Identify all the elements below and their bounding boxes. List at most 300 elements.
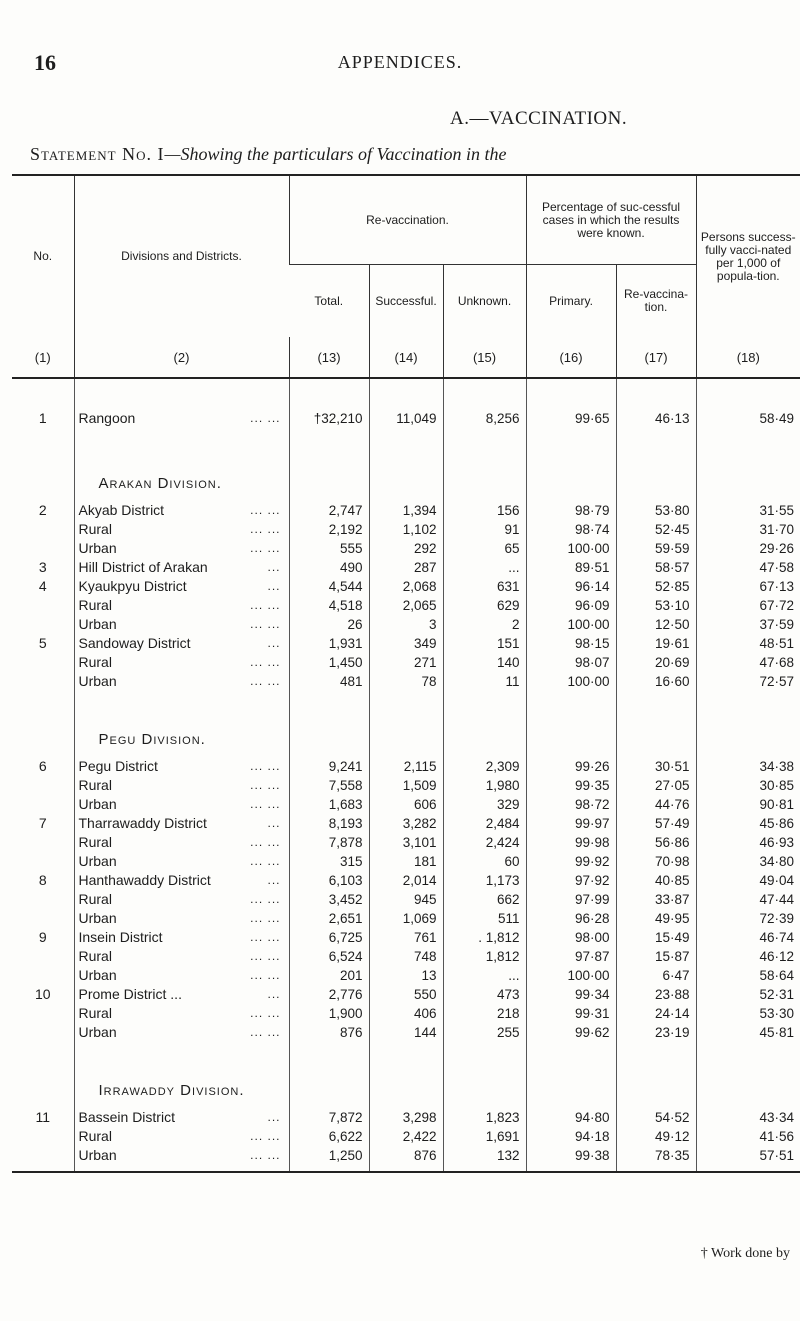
cell-persons: 43·34	[696, 1108, 800, 1127]
district-name-cell	[74, 1108, 289, 1127]
district-name: Tharrawaddy District	[78, 815, 207, 831]
cell-primary: 99·38	[526, 1146, 616, 1165]
cell-revacc: 44·76	[616, 795, 696, 814]
cell-revacc: 52·85	[616, 577, 696, 596]
district-name: Bassein District	[78, 1109, 175, 1125]
table-row	[12, 615, 800, 634]
table-row	[12, 401, 800, 435]
cell-successful: 1,509	[369, 776, 443, 795]
cell-total: 26	[289, 615, 369, 634]
empty-cell	[369, 1042, 443, 1108]
cell-persons: 52·31	[696, 985, 800, 1004]
cell-unknown: 662	[443, 890, 526, 909]
column-number: (2)	[74, 337, 289, 378]
district-name-cell	[74, 852, 289, 871]
cell-successful: 2,115	[369, 757, 443, 776]
cell-persons: 58·49	[696, 401, 800, 435]
cell-total: 201	[289, 966, 369, 985]
cell-revacc: 23·19	[616, 1023, 696, 1042]
row-number	[12, 653, 74, 672]
spacer-row	[12, 378, 800, 401]
empty-cell	[616, 435, 696, 501]
cell-persons: 31·55	[696, 501, 800, 520]
cell-revacc: 54·52	[616, 1108, 696, 1127]
leader-dots: ... ...	[250, 911, 281, 925]
row-number: 6	[38, 758, 47, 774]
cell-total: 6,622	[289, 1127, 369, 1146]
cell-unknown: 218	[443, 1004, 526, 1023]
district-name-cell	[74, 947, 289, 966]
cell-revacc: 46·13	[616, 401, 696, 435]
cell-unknown: 132	[443, 1146, 526, 1165]
cell-successful: 945	[369, 890, 443, 909]
cell-total: 876	[289, 1023, 369, 1042]
row-number: 8	[38, 872, 47, 888]
spacer-row	[12, 1165, 800, 1172]
row-number	[12, 539, 74, 558]
empty-cell	[74, 1165, 289, 1172]
leader-dots: ... ...	[250, 1006, 281, 1020]
empty-cell	[616, 1042, 696, 1108]
row-number	[12, 795, 74, 814]
leader-dots: ...	[267, 636, 281, 650]
table-row	[12, 852, 800, 871]
table-row	[12, 1004, 800, 1023]
cell-total: 2,192	[289, 520, 369, 539]
cell-unknown: 2,484	[443, 814, 526, 833]
district-name: Urban	[78, 796, 117, 812]
row-number	[12, 615, 74, 634]
cell-successful: 550	[369, 985, 443, 1004]
division-heading: Irrawaddy Division.	[74, 1042, 289, 1108]
empty-cell	[12, 378, 74, 401]
district-name: Insein District	[78, 929, 163, 945]
cell-total: 7,872	[289, 1108, 369, 1127]
cell-total: 6,103	[289, 871, 369, 890]
cell-revacc: 6·47	[616, 966, 696, 985]
cell-unknown: 2	[443, 615, 526, 634]
cell-unknown: 91	[443, 520, 526, 539]
cell-successful: 11,049	[369, 401, 443, 435]
cell-revacc: 12·50	[616, 615, 696, 634]
table-row	[12, 985, 800, 1004]
cell-persons: 58·64	[696, 966, 800, 985]
cell-revacc: 40·85	[616, 871, 696, 890]
cell-revacc: 59·59	[616, 539, 696, 558]
table-row	[12, 577, 800, 596]
cell-revacc: 49·12	[616, 1127, 696, 1146]
cell-revacc: 23·88	[616, 985, 696, 1004]
cell-revacc: 24·14	[616, 1004, 696, 1023]
cell-total: 481	[289, 672, 369, 691]
cell-revacc: 33·87	[616, 890, 696, 909]
district-name-cell	[74, 814, 289, 833]
district-name: Rural	[78, 597, 112, 613]
empty-cell	[12, 1165, 74, 1172]
cell-persons: 72·57	[696, 672, 800, 691]
division-heading-row	[12, 1042, 800, 1108]
empty-cell	[289, 378, 369, 401]
district-name: Kyaukpyu District	[78, 578, 187, 594]
row-number	[12, 520, 74, 539]
cell-persons: 34·38	[696, 757, 800, 776]
cell-successful: 1,394	[369, 501, 443, 520]
cell-revacc: 53·80	[616, 501, 696, 520]
leader-dots: ... ...	[250, 759, 281, 773]
column-number: (1)	[12, 337, 74, 378]
table-row	[12, 776, 800, 795]
cell-successful: 406	[369, 1004, 443, 1023]
division-heading: Arakan Division.	[74, 435, 289, 501]
district-name: Pegu District	[78, 758, 158, 774]
row-number	[12, 1004, 74, 1023]
table-row	[12, 909, 800, 928]
cell-persons: 48·51	[696, 634, 800, 653]
cell-persons: 90·81	[696, 795, 800, 814]
leader-dots: ...	[267, 1110, 281, 1124]
cell-successful: 13	[369, 966, 443, 985]
cell-revacc: 52·45	[616, 520, 696, 539]
cell-unknown: 1,980	[443, 776, 526, 795]
district-name-cell	[74, 1023, 289, 1042]
empty-cell	[696, 435, 800, 501]
district-name: Rural	[78, 948, 112, 964]
district-name: Rural	[78, 777, 112, 793]
row-number	[12, 672, 74, 691]
leader-dots: ... ...	[250, 1148, 281, 1162]
table-row	[12, 501, 800, 520]
empty-cell	[526, 1042, 616, 1108]
cell-total: 3,452	[289, 890, 369, 909]
empty-cell	[369, 435, 443, 501]
table-row	[12, 672, 800, 691]
leader-dots: ...	[267, 873, 281, 887]
cell-primary: 97·99	[526, 890, 616, 909]
cell-primary: 98·74	[526, 520, 616, 539]
row-number	[12, 776, 74, 795]
cell-primary: 98·00	[526, 928, 616, 947]
row-number: 2	[38, 502, 47, 518]
district-name-cell	[74, 871, 289, 890]
cell-primary: 98·72	[526, 795, 616, 814]
column-number: (18)	[696, 337, 800, 378]
leader-dots: ... ...	[250, 930, 281, 944]
header-unknown: Unknown.	[443, 265, 526, 338]
district-name: Urban	[78, 910, 117, 926]
cell-primary: 99·34	[526, 985, 616, 1004]
district-name-cell	[74, 795, 289, 814]
cell-successful: 2,422	[369, 1127, 443, 1146]
empty-cell	[616, 691, 696, 757]
cell-primary: 99·31	[526, 1004, 616, 1023]
column-number: (15)	[443, 337, 526, 378]
cell-primary: 98·15	[526, 634, 616, 653]
cell-persons: 34·80	[696, 852, 800, 871]
statement-label: Statement No. I	[30, 144, 165, 164]
district-name-cell	[74, 520, 289, 539]
row-number: 4	[38, 578, 47, 594]
column-number: (16)	[526, 337, 616, 378]
cell-revacc: 27·05	[616, 776, 696, 795]
cell-primary: 96·09	[526, 596, 616, 615]
cell-successful: 2,065	[369, 596, 443, 615]
district-name: Rural	[78, 1128, 112, 1144]
column-number: (14)	[369, 337, 443, 378]
cell-successful: 181	[369, 852, 443, 871]
cell-unknown: 473	[443, 985, 526, 1004]
leader-dots: ... ...	[250, 655, 281, 669]
empty-cell	[616, 1165, 696, 1172]
leader-dots: ...	[267, 816, 281, 830]
cell-successful: 2,068	[369, 577, 443, 596]
cell-primary: 99·65	[526, 401, 616, 435]
leader-dots: ...	[267, 560, 281, 574]
cell-persons: 47·68	[696, 653, 800, 672]
cell-total: 1,931	[289, 634, 369, 653]
table-row	[12, 833, 800, 852]
cell-unknown: 11	[443, 672, 526, 691]
cell-total: 1,250	[289, 1146, 369, 1165]
cell-total: 9,241	[289, 757, 369, 776]
cell-revacc: 30·51	[616, 757, 696, 776]
district-name: Urban	[78, 1024, 117, 1040]
empty-cell	[443, 378, 526, 401]
cell-persons: 29·26	[696, 539, 800, 558]
header-persons: Persons success-fully vacci-nated per 1,000 of popula-tion.	[696, 175, 800, 337]
table-row	[12, 634, 800, 653]
division-heading: Pegu Division.	[74, 691, 289, 757]
empty-cell	[289, 1042, 369, 1108]
district-name-cell	[74, 757, 289, 776]
cell-unknown: 2,309	[443, 757, 526, 776]
cell-successful: 144	[369, 1023, 443, 1042]
leader-dots: ...	[267, 987, 281, 1001]
table-row	[12, 558, 800, 577]
row-number: 1	[38, 409, 47, 426]
cell-revacc: 20·69	[616, 653, 696, 672]
header-total: Total.	[289, 265, 369, 338]
table-row	[12, 814, 800, 833]
district-name: Urban	[78, 673, 117, 689]
empty-cell	[12, 691, 74, 757]
empty-cell	[289, 691, 369, 757]
row-number: 10	[34, 986, 51, 1002]
leader-dots: ... ...	[250, 968, 281, 982]
table-row	[12, 653, 800, 672]
district-name-cell	[74, 615, 289, 634]
cell-primary: 100·00	[526, 539, 616, 558]
cell-primary: 99·62	[526, 1023, 616, 1042]
district-name: Rural	[78, 521, 112, 537]
cell-total: 2,776	[289, 985, 369, 1004]
leader-dots: ... ...	[250, 949, 281, 963]
empty-cell	[369, 691, 443, 757]
leader-dots: ... ...	[250, 797, 281, 811]
cell-unknown: 156	[443, 501, 526, 520]
leader-dots: ... ...	[250, 1129, 281, 1143]
division-heading-row	[12, 435, 800, 501]
row-number	[12, 966, 74, 985]
cell-total: 2,651	[289, 909, 369, 928]
footnote: † Work done by	[700, 1246, 790, 1261]
empty-cell	[443, 435, 526, 501]
cell-revacc: 16·60	[616, 672, 696, 691]
row-number	[12, 947, 74, 966]
empty-cell	[369, 1165, 443, 1172]
table-row	[12, 871, 800, 890]
cell-unknown: ...	[443, 966, 526, 985]
cell-primary: 97·92	[526, 871, 616, 890]
district-name: Rural	[78, 834, 112, 850]
cell-successful: 3,298	[369, 1108, 443, 1127]
district-name-cell	[74, 776, 289, 795]
header-successful: Successful.	[369, 265, 443, 338]
district-name: Rural	[78, 654, 112, 670]
cell-primary: 98·07	[526, 653, 616, 672]
district-name-cell	[74, 909, 289, 928]
district-name-cell	[74, 596, 289, 615]
district-name: Urban	[78, 853, 117, 869]
section-title: A.—VACCINATION.	[450, 108, 628, 129]
district-name: Urban	[78, 540, 117, 556]
district-name-cell	[74, 985, 289, 1004]
cell-persons: 46·93	[696, 833, 800, 852]
district-name: Akyab District	[78, 502, 165, 518]
cell-unknown: 1,812	[443, 947, 526, 966]
cell-revacc: 57·49	[616, 814, 696, 833]
table-row	[12, 520, 800, 539]
district-name-cell	[74, 558, 289, 577]
cell-revacc: 15·87	[616, 947, 696, 966]
district-name: Rangoon	[78, 409, 136, 426]
cell-successful: 748	[369, 947, 443, 966]
leader-dots: ... ...	[250, 410, 281, 425]
cell-total: 6,524	[289, 947, 369, 966]
cell-total: 555	[289, 539, 369, 558]
cell-successful: 3,101	[369, 833, 443, 852]
empty-cell	[696, 1042, 800, 1108]
table-row	[12, 1127, 800, 1146]
division-heading-row	[12, 691, 800, 757]
district-name-cell	[74, 501, 289, 520]
cell-unknown: 629	[443, 596, 526, 615]
cell-unknown: ...	[443, 558, 526, 577]
district-name-cell	[74, 1127, 289, 1146]
cell-unknown: 8,256	[443, 401, 526, 435]
cell-revacc: 70·98	[616, 852, 696, 871]
cell-total: 490	[289, 558, 369, 577]
cell-revacc: 56·86	[616, 833, 696, 852]
header-primary: Primary.	[526, 265, 616, 338]
cell-unknown: . 1,812	[443, 928, 526, 947]
cell-unknown: 255	[443, 1023, 526, 1042]
cell-successful: 1,069	[369, 909, 443, 928]
table-row	[12, 1146, 800, 1165]
cell-unknown: 65	[443, 539, 526, 558]
cell-revacc: 53·10	[616, 596, 696, 615]
cell-total: 1,900	[289, 1004, 369, 1023]
cell-successful: 1,102	[369, 520, 443, 539]
cell-primary: 98·79	[526, 501, 616, 520]
row-number: 11	[35, 1109, 51, 1125]
cell-primary: 96·28	[526, 909, 616, 928]
empty-cell	[289, 435, 369, 501]
empty-cell	[369, 378, 443, 401]
cell-successful: 78	[369, 672, 443, 691]
cell-persons: 57·51	[696, 1146, 800, 1165]
cell-primary: 100·00	[526, 966, 616, 985]
cell-total: 8,193	[289, 814, 369, 833]
empty-cell	[526, 378, 616, 401]
cell-persons: 53·30	[696, 1004, 800, 1023]
cell-persons: 49·04	[696, 871, 800, 890]
row-number	[12, 833, 74, 852]
row-number	[12, 1023, 74, 1042]
cell-unknown: 1,173	[443, 871, 526, 890]
district-name: Rural	[78, 891, 112, 907]
district-name-cell	[74, 966, 289, 985]
statement-caption	[30, 144, 506, 165]
district-name-cell	[74, 401, 289, 435]
cell-primary: 100·00	[526, 615, 616, 634]
empty-cell	[12, 1042, 74, 1108]
cell-unknown: 511	[443, 909, 526, 928]
cell-primary: 99·92	[526, 852, 616, 871]
table-row	[12, 795, 800, 814]
table-row	[12, 928, 800, 947]
cell-revacc: 15·49	[616, 928, 696, 947]
vaccination-table	[12, 174, 800, 1173]
empty-cell	[696, 1165, 800, 1172]
cell-unknown: 2,424	[443, 833, 526, 852]
header-revaccination: Re-vaccina-tion.	[616, 265, 696, 338]
cell-persons: 45·86	[696, 814, 800, 833]
empty-cell	[526, 1165, 616, 1172]
cell-total: 1,683	[289, 795, 369, 814]
district-name: Sandoway District	[78, 635, 191, 651]
cell-primary: 99·97	[526, 814, 616, 833]
district-name: Prome District ...	[78, 986, 182, 1002]
empty-cell	[443, 691, 526, 757]
cell-primary: 99·98	[526, 833, 616, 852]
cell-persons: 30·85	[696, 776, 800, 795]
district-name-cell	[74, 1004, 289, 1023]
district-name-cell	[74, 653, 289, 672]
cell-successful: 271	[369, 653, 443, 672]
leader-dots: ... ...	[250, 854, 281, 868]
cell-successful: 292	[369, 539, 443, 558]
district-name-cell	[74, 833, 289, 852]
cell-unknown: 60	[443, 852, 526, 871]
cell-primary: 99·26	[526, 757, 616, 776]
leader-dots: ... ...	[250, 541, 281, 555]
cell-successful: 606	[369, 795, 443, 814]
empty-cell	[443, 1042, 526, 1108]
column-number: (17)	[616, 337, 696, 378]
page-title: APPENDICES.	[337, 52, 463, 72]
cell-successful: 3,282	[369, 814, 443, 833]
empty-cell	[12, 435, 74, 501]
cell-primary: 94·18	[526, 1127, 616, 1146]
district-name: Urban	[78, 967, 117, 983]
cell-successful: 761	[369, 928, 443, 947]
cell-persons: 46·12	[696, 947, 800, 966]
cell-total: 4,544	[289, 577, 369, 596]
cell-successful: 3	[369, 615, 443, 634]
cell-persons: 72·39	[696, 909, 800, 928]
cell-primary: 99·35	[526, 776, 616, 795]
leader-dots: ... ...	[250, 1025, 281, 1039]
